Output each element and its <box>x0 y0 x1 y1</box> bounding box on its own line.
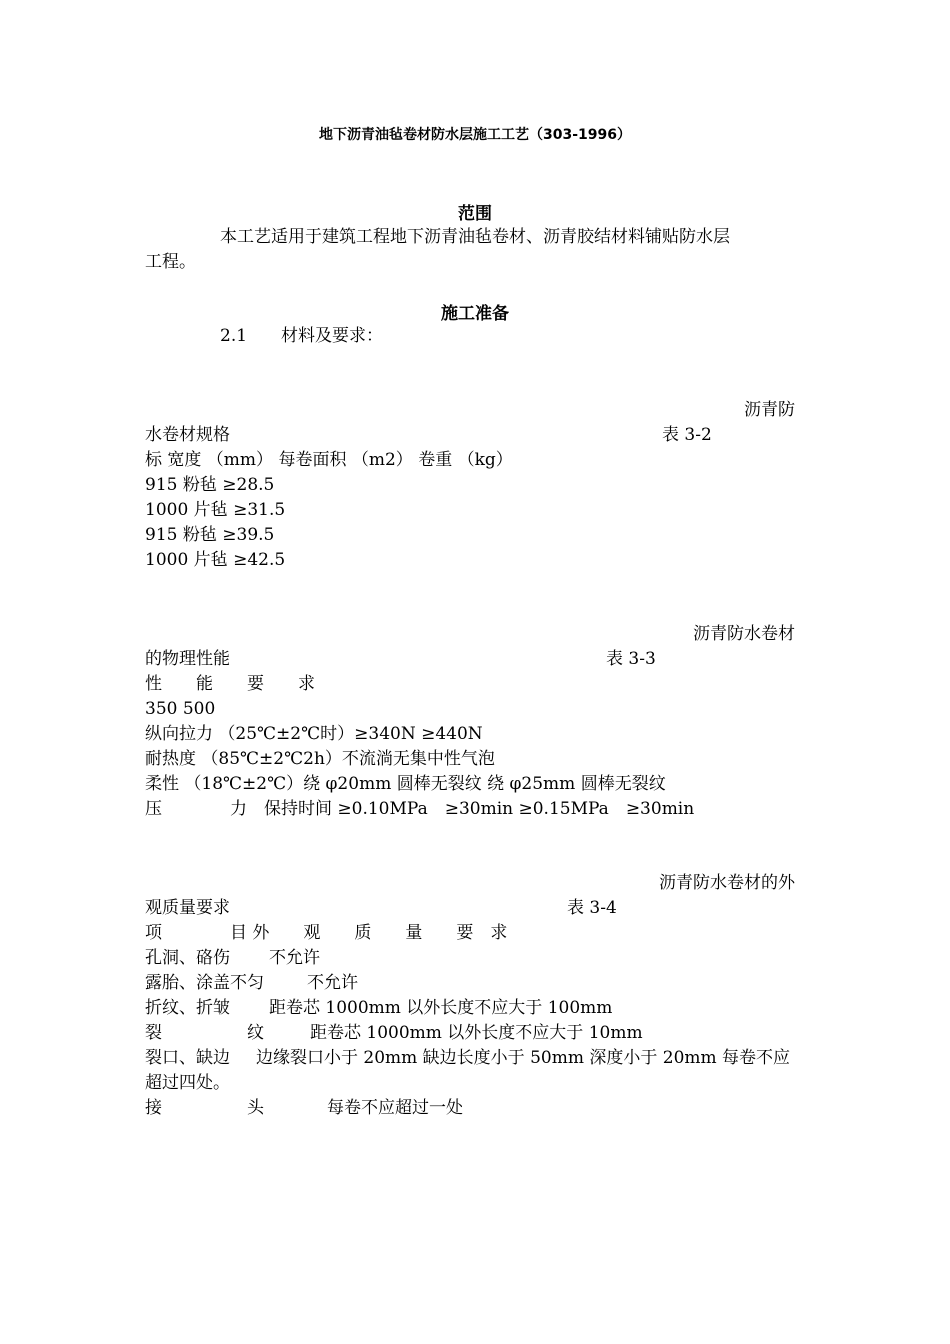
table32-row: 915 粉毡 ≥39.5 <box>145 525 275 545</box>
table34-requirement: 边缘裂口小于 20mm 缺边长度小于 50mm 深度小于 20mm 每卷不应超过四处。 <box>145 1048 791 1093</box>
table32-caption-left: 水卷材规格 <box>145 425 230 445</box>
table34-requirement: 每卷不应超过一处 <box>327 1098 463 1118</box>
section-heading-scope: 范围 <box>458 204 492 224</box>
table32-row: 1000 片毡 ≥42.5 <box>145 550 286 570</box>
table32-row: 1000 片毡 ≥31.5 <box>145 500 286 520</box>
materials-item: 2.1 材料及要求： <box>220 326 384 346</box>
table34-caption-row <box>145 896 795 921</box>
table34-item: 露胎、涂盖不匀 <box>145 973 264 993</box>
table34-requirement: 不允许 <box>307 973 358 993</box>
table33-row: 压 力 保持时间 ≥0.10MPa ≥30min ≥0.15MPa ≥30min <box>145 799 695 819</box>
scope-paragraph-line2: 工程。 <box>145 252 196 272</box>
table33-row: 350 500 <box>145 699 216 719</box>
table33-caption-right: 沥青防水卷材 <box>693 624 795 644</box>
table33-row: 柔性 （18℃±2℃）绕 φ20mm 圆棒无裂纹 绕 φ25mm 圆棒无裂纹 <box>145 774 666 794</box>
table33-row: 性 能 要 求 <box>145 674 315 694</box>
table34-requirement: 距卷芯 1000mm 以外长度不应大于 100mm <box>269 998 613 1018</box>
table33-row: 耐热度 （85℃±2℃2h）不流淌无集中性气泡 <box>145 749 495 769</box>
table32-caption-number: 表 3-2 <box>662 425 712 445</box>
table34-row <box>145 996 795 1021</box>
document-title: 地下沥青油毡卷材防水层施工工艺（303-1996） <box>319 127 631 143</box>
table34-row <box>145 1046 795 1096</box>
table32-caption-right: 沥青防 <box>744 400 795 420</box>
table34-row <box>145 971 795 996</box>
table33-caption-left: 的物理性能 <box>145 649 230 669</box>
section-heading-preparation: 施工准备 <box>441 304 509 324</box>
table34-caption-left: 观质量要求 <box>145 898 230 918</box>
table34-row <box>145 946 795 971</box>
table32-row: 标 宽度 （mm） 每卷面积 （m2） 卷重 （kg） <box>145 450 513 470</box>
table32-caption-row <box>145 423 795 448</box>
table33-caption-number: 表 3-3 <box>606 649 656 669</box>
table32-row: 915 粉毡 ≥28.5 <box>145 475 275 495</box>
table33-caption-row <box>145 647 795 672</box>
table34-item: 折纹、折皱 <box>145 998 230 1018</box>
table34-item: 裂口、缺边 <box>145 1048 230 1068</box>
table34-item: 接 头 <box>145 1098 264 1118</box>
table34-requirement: 不允许 <box>269 948 320 968</box>
table34-item: 裂 纹 <box>145 1023 264 1043</box>
table33-row: 纵向拉力 （25℃±2℃时）≥340N ≥440N <box>145 724 483 744</box>
table34-caption-number: 表 3-4 <box>567 898 617 918</box>
table34-caption-right: 沥青防水卷材的外 <box>659 873 795 893</box>
table34-item: 孔洞、硌伤 <box>145 948 230 968</box>
table34-row <box>145 1021 795 1046</box>
table34-requirement: 距卷芯 1000mm 以外长度不应大于 10mm <box>310 1023 643 1043</box>
table34-header: 项 目 外 观 质 量 要 求 <box>145 923 508 943</box>
scope-paragraph-line1: 本工艺适用于建筑工程地下沥青油毡卷材、沥青胶结材料铺贴防水层 <box>220 227 730 247</box>
table34-row <box>145 1096 795 1121</box>
